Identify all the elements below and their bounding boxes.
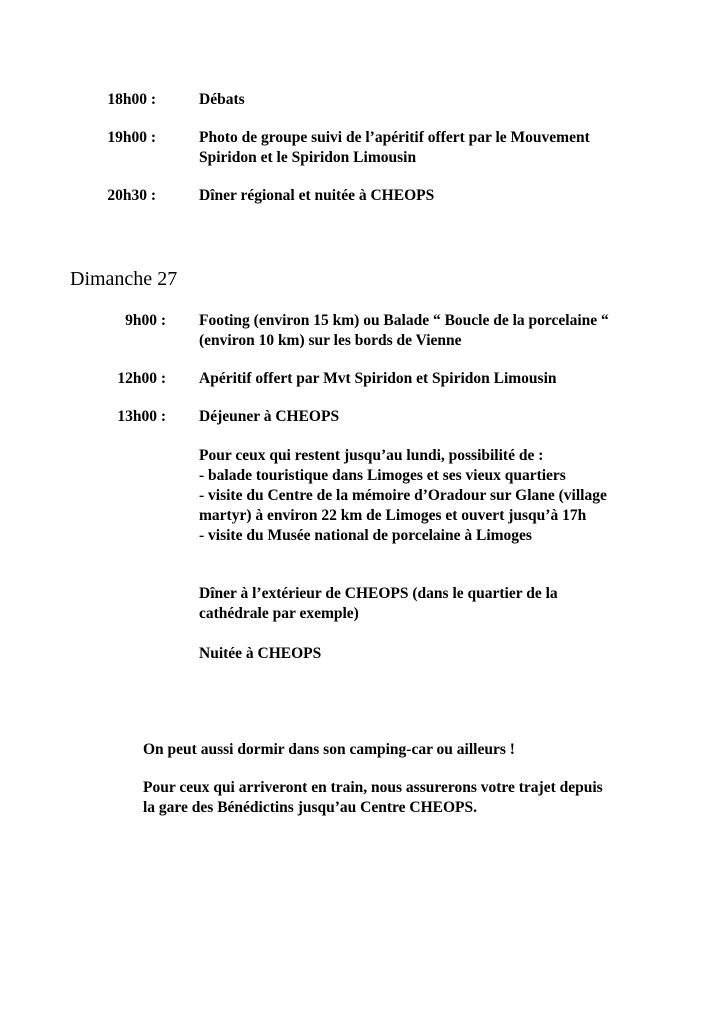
dinner-note: Dîner à l’extérieur de CHEOPS (dans le quartier de la	[199, 585, 558, 602]
schedule-text: Apéritif offert par Mvt Spiridon et Spiridon Limousin	[199, 370, 557, 387]
camping-note: On peut aussi dormir dans son camping-car ou ailleurs !	[143, 741, 515, 758]
time-label: 18h00 :	[107, 91, 156, 108]
schedule-text: Déjeuner à CHEOPS	[199, 408, 340, 425]
schedule-text: Débats	[199, 91, 245, 108]
option-line: - balade touristique dans Limoges et ses vieux quartiers	[199, 467, 566, 484]
time-label: 13h00 :	[117, 408, 166, 425]
schedule-text: Footing (environ 15 km) ou Balade “ Boucle de la porcelaine “	[199, 312, 609, 329]
dinner-note: cathédrale par exemple)	[199, 605, 359, 622]
time-label: 19h00 :	[107, 129, 156, 146]
option-line: - visite du Centre de la mémoire d’Oradour sur Glane (village	[199, 487, 607, 504]
train-note: Pour ceux qui arriveront en train, nous assurerons votre trajet depuis	[143, 779, 603, 796]
schedule-text: Dîner régional et nuitée à CHEOPS	[199, 187, 435, 204]
time-label: 12h00 :	[117, 370, 166, 387]
night-note: Nuitée à CHEOPS	[199, 645, 322, 662]
schedule-text: Spiridon et le Spiridon Limousin	[199, 149, 417, 166]
schedule-text: Photo de groupe suivi de l’apéritif offert par le Mouvement	[199, 129, 590, 146]
train-note: la gare des Bénédictins jusqu’au Centre CHEOPS.	[143, 799, 477, 816]
options-intro: Pour ceux qui restent jusqu’au lundi, possibilité de :	[199, 447, 544, 464]
option-line: - visite du Musée national de porcelaine à Limoges	[199, 527, 532, 544]
option-line: martyr) à environ 22 km de Limoges et ouvert jusqu’à 17h	[199, 507, 587, 524]
day-heading: Dimanche 27	[70, 268, 178, 290]
time-label: 20h30 :	[107, 187, 156, 204]
time-label: 9h00 :	[125, 312, 166, 329]
schedule-text: (environ 10 km) sur les bords de Vienne	[199, 332, 462, 349]
